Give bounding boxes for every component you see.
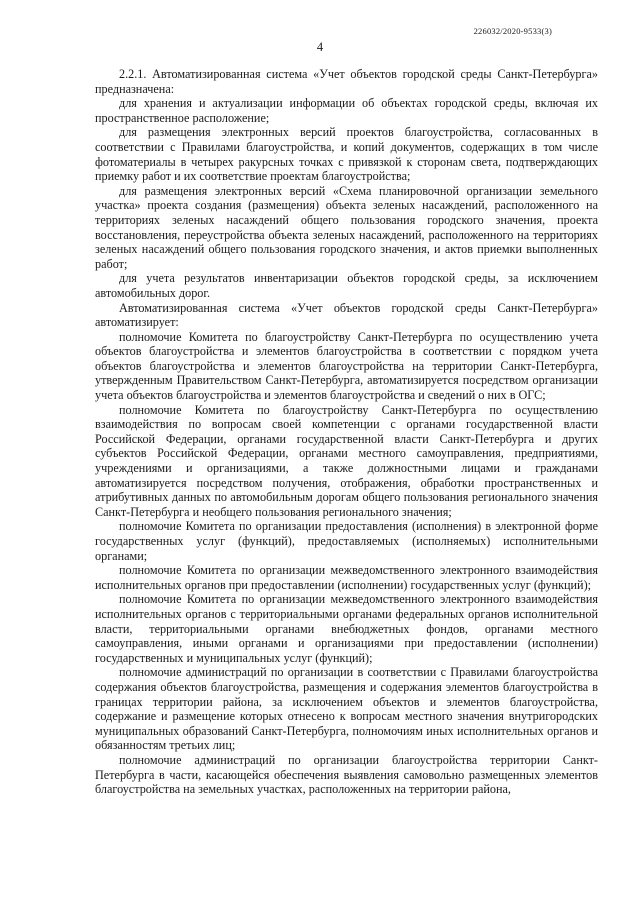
paragraph-ags-purpose: 2.2.1. Автоматизированная система «Учет объектов городской среды Санкт-Петербурга» предназначена: — [95, 67, 598, 96]
paragraph-authority-territorial: полномочие Комитета по организации межведомственного электронного взаимодействия исполнительных органов с территориальными органами федеральных органов исполнительной власти, территориальными органами внебюджетных фондов, органами местного самоуправления, иными органами и организациями при предоставлении (исполнении) государственных и муниципальных услуг (функций); — [95, 592, 598, 665]
document-body — [95, 67, 598, 797]
paragraph-admin-maintenance: полномочие администраций по организации в соответствии с Правилами благоустройства содержания объектов благоустройства, размещения и содержания элементов благоустройства в границах территории района, за исключением объектов и элементов благоустройства, содержание и размещение которых отнесено к вопросам местного значения внутригородских муниципальных образований Санкт-Петербурга, полномочиям иных исполнительных органов и обязанностям третьих лиц; — [95, 665, 598, 753]
paragraph-projects: для размещения электронных версий проектов благоустройства, согласованных в соответствии с Правилами благоустройства, и копий документов, содержащих в том числе фотоматериалы в четырех ракурсных точках с привязкой к сторонам света, подтверждающих приемку работ и их соответствие проектам благоустройства; — [95, 125, 598, 184]
paragraph-admin-detection: полномочие администраций по организации благоустройства территории Санкт-Петербурга в части, касающейся обеспечения выявления самовольно размещенных элементов благоустройства на земельных участках, расположенных на территории района, — [95, 752, 598, 797]
paragraph-authority-interaction: полномочие Комитета по благоустройству Санкт-Петербурга по осуществлению взаимодействия по вопросам своей компетенции с органами государственной власти Российской Федерации, органами государственной власти Санкт-Петербурга и других субъектов Российской Федерации, органами местного самоуправления, предприятиями, учреждениями и организациями, а также должностными лицами и гражданами автоматизируется посредством получения, отображения, обработки пространственных и атрибутивных данных по автомобильным дорогам общего пользования регионального значения Санкт-Петербурга и необщего пользования регионального значения; — [95, 402, 598, 519]
paragraph-storage: для хранения и актуализации информации об объектах городской среды, включая их пространственное расположение; — [95, 96, 598, 125]
paragraph-inventory: для учета результатов инвентаризации объектов городской среды, за исключением автомобильных дорог. — [95, 271, 598, 300]
paragraph-land-scheme: для размещения электронных версий «Схема планировочной организации земельного участка» проекта создания (размещения) объекта зеленых насаждений, расположенного на территориях зеленых насаждений общего пользования городского значения, проекта восстановления, переустройства объекта зеленых насаждений, расположенного на территориях зеленых насаждений общего пользования городского значения, и актов приемки выполненных работ; — [95, 183, 598, 271]
paragraph-authority-e-services: полномочие Комитета по организации предоставления (исполнения) в электронной форме государственных услуг (функций), предоставляемых (исполняемых) исполнительными органами; — [95, 519, 598, 563]
page-number: 4 — [316, 40, 324, 54]
document-id: 226032/2020-9533(3) — [473, 26, 552, 36]
paragraph-authority-accounting: полномочие Комитета по благоустройству Санкт-Петербурга по осуществлению учета объектов благоустройства и элементов благоустройства в соответствии с порядком учета объектов благоустройства и элементов благоустройства на территории Санкт-Петербурга, утвержденным Правительством Санкт-Петербурга, автоматизируется посредством организации учета объектов благоустройства и элементов благоустройства и сведений о них в ОГС; — [95, 329, 598, 403]
paragraph-automates: Автоматизированная система «Учет объектов городской среды Санкт-Петербурга» автоматизирует: — [95, 300, 598, 330]
paragraph-authority-interagency: полномочие Комитета по организации межведомственного электронного взаимодействия исполнительных органов при предоставлении (исполнении) государственных услуг (функций); — [95, 563, 598, 592]
